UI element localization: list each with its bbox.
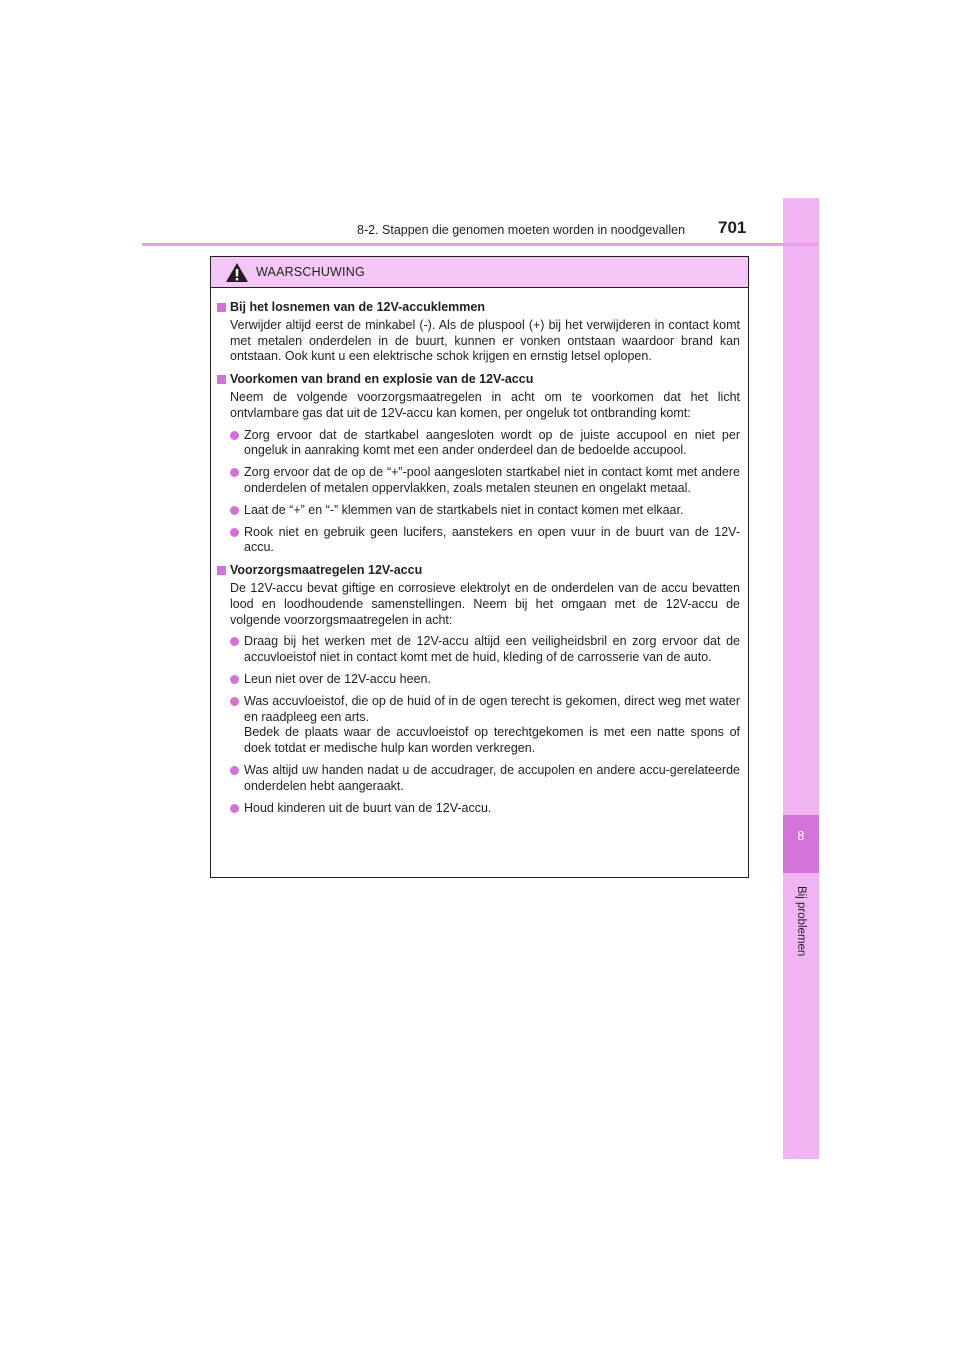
section-heading-text: Voorzorgsmaatregelen 12V-accu [230,563,423,578]
bullet-text: Houd kinderen uit de buurt van de 12V-accu. [244,800,492,815]
warning-triangle-icon [225,262,249,283]
square-bullet-icon [217,566,226,575]
round-bullet-icon [230,468,239,477]
bullet-text: Laat de “+” en “-” klemmen van de startkabels niet in contact komen met elkaar. [244,502,684,517]
section-heading-text: Bij het losnemen van de 12V-accuklemmen [230,300,485,314]
round-bullet-icon [230,804,239,813]
warning-section [217,300,740,365]
chapter-title: Bij problemen [795,886,807,957]
bullet-item [217,763,740,795]
bullet-text: Zorg ervoor dat de op de “+”-pool aangesloten startkabel niet in contact komt met andere onderdelen of metalen oppervlakken, zoals metalen steunen en ongelakt metaal. [244,465,740,495]
bullet-text: Draag bij het werken met de 12V-accu altijd een veiligheidsbril en zorg ervoor dat de accuvloeistof niet in contact komt met de huid, kleding of de carrosserie van de auto. [244,634,740,665]
square-bullet-icon [217,303,226,312]
round-bullet-icon [230,697,239,706]
round-bullet-icon [230,637,239,646]
bullet-text: Rook niet en gebruik geen lucifers, aanstekers en open vuur in de buurt van de 12V-accu. [244,524,740,555]
round-bullet-icon [230,431,239,440]
warning-box [210,256,749,878]
bullet-item [217,672,740,688]
warning-section [217,563,740,816]
section-heading [217,563,740,579]
side-chapter-tab [783,198,819,1159]
bullet-item [217,525,740,557]
bullet-text: Leun niet over de 12V-accu heen. [244,671,431,686]
warning-title: WAARSCHUWING [256,265,365,279]
round-bullet-icon [230,766,239,775]
round-bullet-icon [230,675,239,684]
header-rule [142,243,819,246]
section-paragraph: De 12V-accu bevat giftige en corrosieve elektrolyt en de onderdelen van de accu bevatten lood en loodhoudende samenstellingen. Neem bij het omgaan met de 12V-accu de volgende voorzorgsmaatregelen in acht: [230,580,740,627]
bullet-item [217,465,740,497]
chapter-number: 8 [797,828,805,843]
section-title: 8-2. Stappen die genomen moeten worden in noodgevallen [357,223,686,237]
bullet-text: Zorg ervoor dat de startkabel aangesloten wordt op de juiste accupool en niet per ongeluk in aanraking komt met een ander onderdeel dan de bedoelde accupool. [244,427,740,458]
square-bullet-icon [217,375,226,384]
warning-header [211,257,748,288]
warning-section [217,372,740,556]
bullet-item [217,634,740,666]
bullet-item [217,503,740,519]
round-bullet-icon [230,506,239,515]
bullet-item [217,801,740,817]
page-number: 701 [718,218,747,237]
bullet-text: Was altijd uw handen nadat u de accudrager, de accupolen en andere accu-gerelateerde onderdelen hebt aangeraakt. [244,762,740,793]
warning-body [211,288,748,816]
bullet-text: Was accuvloeistof, die op de huid of in de ogen terecht is gekomen, direct weg met water en raadpleeg een arts. Bedek de plaats waar de accuvloeistof op terechtgekomen is met een natte spons of doek totdat er medische hulp kan worden verkregen. [244,693,740,756]
bullet-item [217,428,740,460]
bullet-item [217,694,740,757]
section-heading [217,372,740,388]
side-chapter-tab-active [783,815,819,873]
section-paragraph: Neem de volgende voorzorgsmaatregelen in acht om te voorkomen dat het licht ontvlambare gas dat uit de 12V-accu kan komen, per ongeluk tot ontbranding komt: [230,389,740,420]
section-heading [217,300,740,316]
round-bullet-icon [230,528,239,537]
section-paragraph: Verwijder altijd eerst de minkabel (-). Als de pluspool (+) bij het verwijderen in contact komt met metalen onderdelen in de buurt, kunnen er vonken ontstaan waardoor brand kan ontstaan. Ook kunt u een elektrische schok krijgen en ernstig letsel oplopen. [230,317,740,364]
section-heading-text: Voorkomen van brand en explosie van de 12V-accu [230,372,534,387]
